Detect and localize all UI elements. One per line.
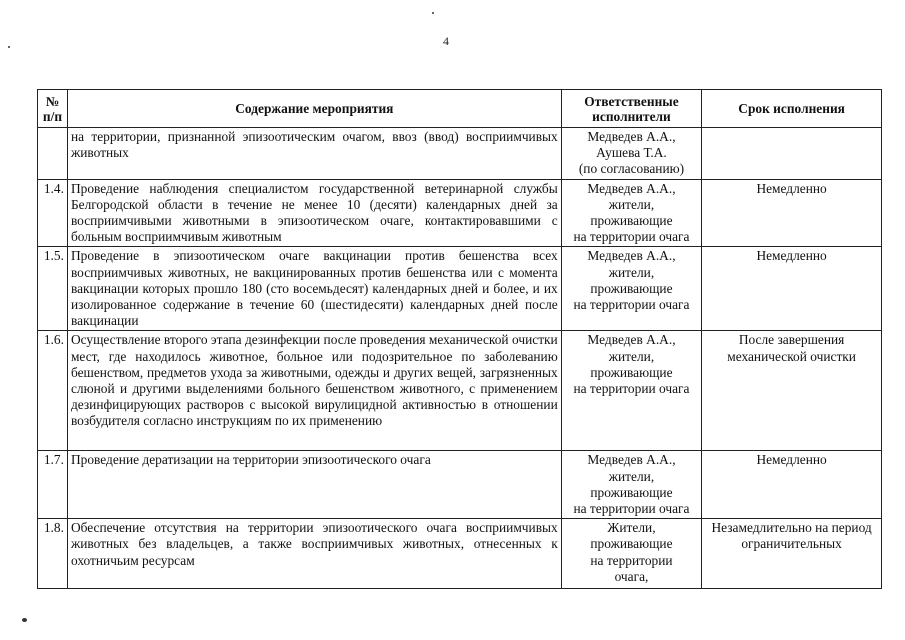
responsible-line: Медведев А.А., — [587, 129, 676, 144]
row-term — [702, 128, 882, 180]
row-content: Проведение в эпизоотическом очаге вакцинации против бешенства всех восприимчивых животных, не вакцинированных против бешенства или с момента вакцинации которых прошло 180 (сто восемьдесят) календарных дней и более, и их изолированное содержание в течение 60 (шестидесяти) календарных дней после вакцинации — [67, 247, 561, 331]
responsible-line: проживающие — [590, 536, 673, 552]
row-responsible — [561, 128, 701, 180]
row-content: Проведение дератизации на территории эпизоотического очага — [67, 451, 561, 519]
row-term: Немедленно — [702, 451, 882, 519]
responsible-line: Медведев А.А., — [587, 248, 676, 264]
header-responsible: Ответственные исполнители — [561, 90, 701, 128]
scan-speck — [22, 618, 27, 622]
responsible-line: жители, — [608, 196, 655, 212]
responsible-line: на территории очага — [573, 229, 690, 245]
row-number — [38, 128, 68, 180]
scan-speck — [432, 12, 434, 14]
row-number: 1.5. — [38, 247, 68, 331]
responsible-line: (по согласованию) — [578, 161, 685, 177]
row-term: Незамедлительно на период ограничительных — [702, 519, 882, 589]
responsible-line: на территории очага — [573, 381, 690, 397]
row-responsible — [561, 331, 701, 451]
table-row — [38, 247, 882, 331]
responsible-line: Аушева Т.А. — [596, 145, 667, 161]
table-row — [38, 519, 882, 589]
row-content: Обеспечение отсутствия на территории эпизоотического очага восприимчивых животных без владельцев, а также восприимчивых животных, отнесенных к охотничьим ресурсам — [67, 519, 561, 589]
table-row — [38, 179, 882, 247]
responsible-line: Медведев А.А., — [587, 452, 676, 468]
responsible-line: проживающие — [590, 213, 673, 229]
row-term: Немедленно — [702, 179, 882, 247]
responsible-line: на территории очага — [573, 501, 690, 517]
header-number: № п/п — [38, 90, 68, 128]
responsible-line: жители, — [608, 468, 655, 484]
table-header-row — [38, 90, 882, 128]
header-term: Срок исполнения — [702, 90, 882, 128]
row-responsible — [561, 519, 701, 589]
row-number: 1.4. — [38, 179, 68, 247]
responsible-line: очага, — [614, 568, 649, 584]
responsible-line: проживающие — [590, 484, 673, 500]
row-content: на территории, признанной эпизоотическим очагом, ввоз (ввод) восприимчивых животных — [67, 128, 561, 180]
responsible-line: проживающие — [590, 364, 673, 380]
responsible-line: на территории — [590, 552, 673, 568]
table-row — [38, 451, 882, 519]
row-number: 1.8. — [38, 519, 68, 589]
scan-speck — [8, 46, 10, 48]
responsible-line: на территории очага — [573, 297, 690, 313]
responsible-line: жители, — [608, 348, 655, 364]
page-number: 4 — [443, 34, 449, 48]
responsible-line: жители, — [608, 264, 655, 280]
table-row — [38, 128, 882, 180]
row-number: 1.7. — [38, 451, 68, 519]
responsible-line: Медведев А.А., — [587, 332, 676, 348]
measures-table — [37, 89, 882, 589]
header-content: Содержание мероприятия — [67, 90, 561, 128]
row-responsible — [561, 451, 701, 519]
responsible-line: Жители, — [607, 520, 656, 536]
row-responsible — [561, 247, 701, 331]
row-number: 1.6. — [38, 331, 68, 451]
row-content: Проведение наблюдения специалистом государственной ветеринарной службы Белгородской области в течение не менее 10 (десяти) календарных дней за восприимчивыми животными в эпизоотическом очаге, контактировавшими с больным восприимчивым животным — [67, 179, 561, 247]
row-content: Осуществление второго этапа дезинфекции после проведения механической очистки мест, где находилось животное, больное или подозрительное по заболеванию бешенством, предметов ухода за животными, одежды и других вещей, загрязненных слюной и другими выделениями больного бешенством животного, с применением дезинфицирующих растворов с высокой вирулицидной активностью в отношении возбудителя согласно инструкциям по их применению — [67, 331, 561, 451]
row-term: После завершения механической очистки — [702, 331, 882, 451]
row-responsible — [561, 179, 701, 247]
responsible-line: Медведев А.А., — [587, 180, 676, 196]
responsible-line: проживающие — [590, 280, 673, 296]
row-term: Немедленно — [702, 247, 882, 331]
table-row — [38, 331, 882, 451]
